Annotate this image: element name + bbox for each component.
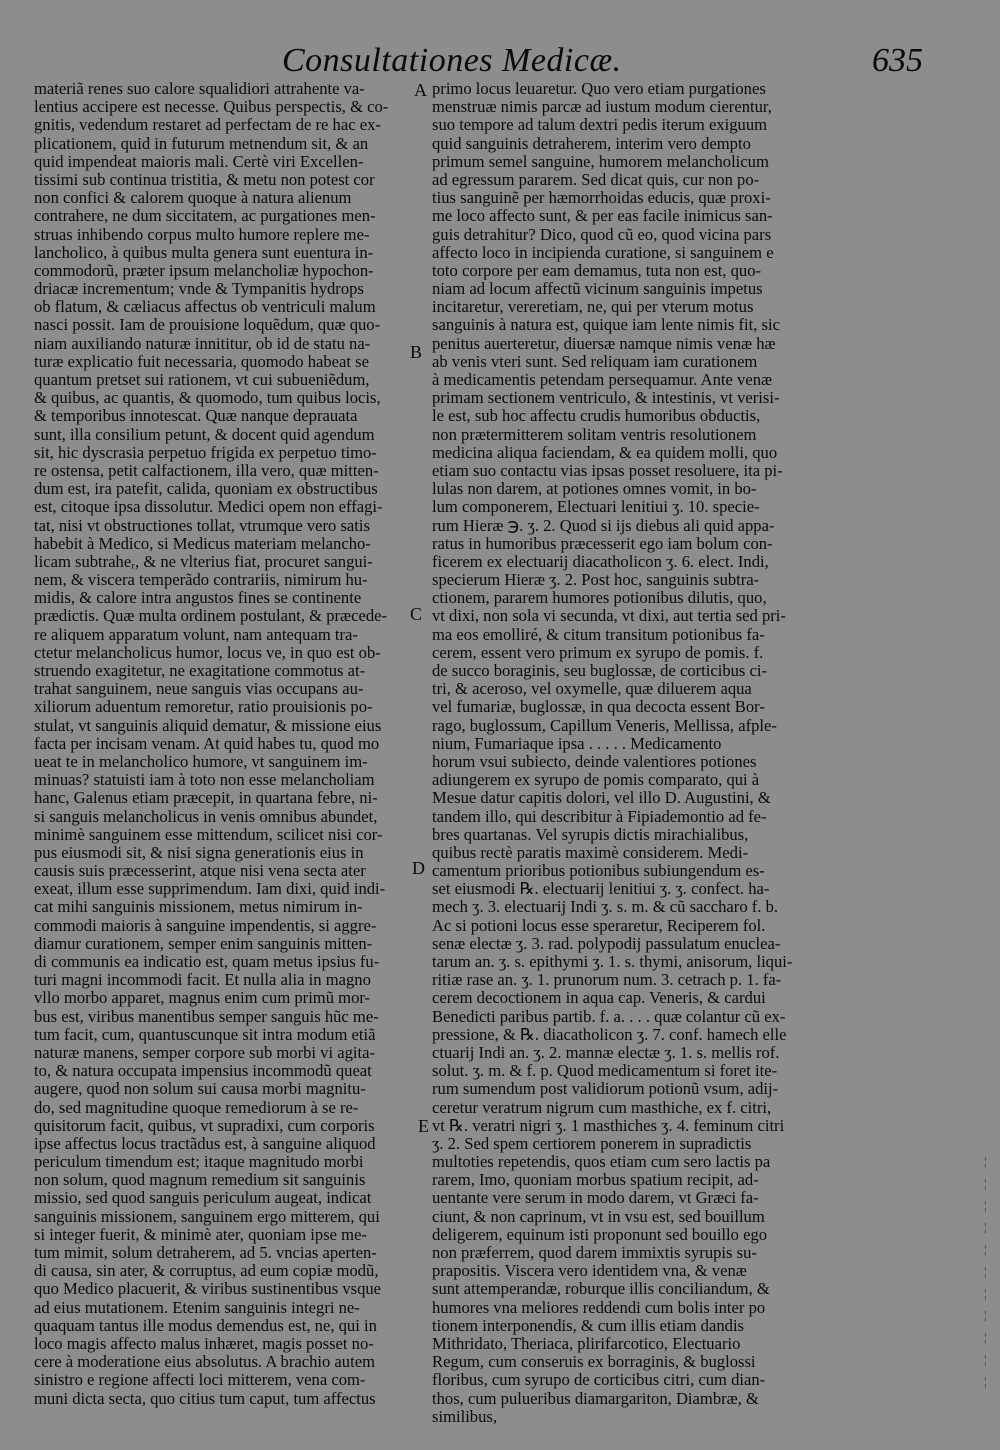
- text-line: pressione, & ℞. diacatholicon ʒ. 7. conf. hamech elle: [432, 1025, 787, 1044]
- text-line: cerem decoctionem in aqua cap. Veneris, & cardui: [432, 989, 766, 1008]
- text-line: ad eius mutationem. Etenim sanguinis integri ne-: [34, 1298, 360, 1317]
- text-line: quaquam tantus ille modus demendus est, ne, qui in: [34, 1316, 377, 1335]
- text-line: sit, hic dyscrasia perpetuo frigida ex perpetuo timo-: [34, 443, 377, 462]
- text-line: re aliquem apparatum volunt, nam antequam tra-: [34, 625, 358, 644]
- text-line: me loco affecto sunt, & per eas facile inimicus san-: [432, 207, 773, 226]
- text-line: midis, & calore intra angustos fines se continente: [34, 589, 362, 608]
- text-line: cere à moderatione eius absolutus. A brachio autem: [34, 1353, 375, 1372]
- text-line: uentante vere serum in modo darem, vt Græci fa-: [432, 1189, 759, 1208]
- text-line: tarum an. ʒ. s. epithymi ʒ. 1. s. thymi, anisorum, liqui-: [432, 953, 793, 971]
- text-line: adiungerem ex syrupo de pomis comparato, qui à: [432, 771, 760, 790]
- text-line: diamur curationem, semper enim sanguinis mitten-: [34, 934, 373, 953]
- text-line: do, sed magnitudine quoque remediorum à se re-: [34, 1098, 359, 1117]
- text-line: senæ electæ ʒ. 3. rad. polypodij passulatum enuclea-: [432, 934, 781, 953]
- text-line: contrahere, ne dum siccitatem, ac purgationes men-: [34, 207, 376, 226]
- text-line: rago, buglossum, Capillum Veneris, Mellissa, afple-: [432, 716, 777, 735]
- text-line: prædictis. Quæ multa ordinem postulant, & præcede-: [34, 607, 388, 626]
- text-line: incitaretur, vereretiam, ne, qui per vterum motus: [432, 298, 754, 317]
- text-line: nium, Fumariaque ipsa . . . . . Medicamento: [432, 734, 722, 753]
- text-line: rarem, Imo, quoniam morbus spatium recipit, ad-: [432, 1171, 759, 1190]
- text-line: ma eos emolliré, & citum transitum potionibus fa-: [432, 625, 765, 644]
- text-line: struendo exagitetur, ne exagitatione commotus at-: [34, 662, 366, 680]
- text-line: sunt, illa consilium petunt, & docent quid agendum: [34, 425, 375, 444]
- text-line: ueat te in melancholico humore, vt sanguinem im-: [34, 752, 368, 771]
- text-line: non confici & calorem quoque à natura alienum: [34, 189, 352, 208]
- margin-letter-c: C: [410, 604, 423, 624]
- text-line: penitus auerteretur, diuersæ namque nimis venæ hæ: [432, 334, 776, 353]
- text-line: turi magni incommodi facit. Et nulla alia in magno: [34, 971, 371, 990]
- text-line: set eiusmodi ℞. electuarij lenitiui ʒ. ʒ. confect. ha-: [432, 880, 770, 899]
- text-line: quo Medico placuerit, & viribus sustinentibus vsque: [34, 1280, 382, 1299]
- text-line: Ac si potioni locus esse speraretur, Reciperem fol.: [432, 916, 766, 935]
- text-line: specierum Hieræ ʒ. 2. Post hoc, sanguinis subtra-: [432, 571, 760, 590]
- text-line: materiã renes suo calore squalidiori attrahente va-: [34, 80, 365, 98]
- text-line: to, & natura occupata impensius incommodũ queat: [34, 1062, 372, 1081]
- text-line: lum componerem, Electuari lenitiui ʒ. 10. specie-: [432, 498, 760, 517]
- text-line: nem, & viscera temperãdo contrariis, nimirum hu-: [34, 571, 368, 590]
- text-line: etiam suo contactu vias ipsas posset resoluere, ita pi-: [432, 461, 783, 480]
- text-line: driacæ incrementum; vnde & Tympanitis hydrops: [34, 280, 364, 299]
- text-line: licam subtraheᵣ, & ne vlterius fiat, procuret sangui-: [34, 552, 373, 571]
- text-line: gnitis, vedendum restaret ad perfectam de re hac ex-: [34, 116, 381, 135]
- text-line: di causa, sin ater, & corruptus, ad eum copiæ modũ,: [34, 1262, 379, 1281]
- text-line: xiliorum aduentum remoretur, ratio prouisionis po-: [34, 698, 373, 717]
- text-line: tandem illo, qui describitur à Fipiademontio ad fe-: [432, 807, 767, 826]
- text-line: hanc, Galenus etiam præcepit, in quartana febre, ni-: [34, 789, 378, 808]
- text-line: tum facit, cum, quantuscunque sit intra modum etiã: [34, 1025, 376, 1044]
- text-line: pus eiusmodi sit, & nisi signa generationis eius in: [34, 843, 364, 862]
- text-line: non præferrem, quod darem immixtis syrupis su-: [432, 1244, 757, 1262]
- text-line: ab venis vteri sunt. Sed reliquam iam curationem: [432, 352, 758, 371]
- text-line: naturæ manens, semper corpore sub morbi vi agita-: [34, 1043, 375, 1062]
- text-line: periculum timendum est; itaque magnitudo morbi: [34, 1153, 364, 1172]
- text-line: primo locus leuaretur. Quo vero etiam purgationes: [432, 80, 766, 98]
- text-line: solut. ʒ. m. & f. p. Quod medicamentum si foret ite-: [432, 1062, 778, 1081]
- text-line: struas inhibendo corpus multo humore replere me-: [34, 225, 370, 244]
- margin-letter-b: B: [410, 342, 423, 362]
- text-line: lentius accipere est necesse. Quibus perspectis, & co-: [34, 98, 389, 117]
- text-line: ciunt, & non caprinum, vt in vsu est, sed bouillum: [432, 1207, 765, 1226]
- text-line: cat mihi sanguinis missionem, metus nimirum in-: [34, 898, 363, 917]
- text-line: Mithridato, Theriaca, plirifarcotico, Electuario: [432, 1334, 741, 1353]
- text-line: deligerem, equinum isti proponunt sed bouillo ego: [432, 1225, 768, 1244]
- text-line: tat, nisi vt obstructiones tollat, vtrumque vero satis: [34, 516, 370, 535]
- text-line: tissimi sub continua tristitia, & metu non potest cor: [34, 170, 375, 189]
- text-line: vt ℞. veratri nigri ʒ. 1 masthiches ʒ. 4. feminum citri: [432, 1116, 785, 1135]
- text-line: bres quartanas. Vel syrupis dictis mirachialibus,: [432, 825, 749, 844]
- text-line: & temporibus innotescat. Quæ nanque deprauata: [34, 407, 358, 426]
- text-line: Regum, cum conseruis ex borraginis, & buglossi: [432, 1353, 756, 1372]
- text-line: si integer fuerit, & minimè ater, quoniam ipse me-: [34, 1225, 367, 1244]
- scan-edge-marks: ¦ ¦ ¦ ¦ ¦ ¦ ¦ ¦ ¦ ¦ ¦: [984, 1154, 987, 1388]
- text-line: similibus,: [432, 1407, 498, 1426]
- text-line: muni dicta secta, quo citius tum caput, tum affectus: [34, 1389, 376, 1408]
- text-line: ctetur melancholicus humor, locus ve, in quo est ob-: [34, 643, 381, 662]
- text-line: & quibus, ac quantis, & quomodo, tum quibus locis,: [34, 389, 381, 408]
- text-line: prapositis. Viscera vero identidem vna, & venæ: [432, 1262, 747, 1281]
- text-line: suo tempore ad talum dextri pedis iterum exiguum: [432, 116, 768, 135]
- text-line: sanguinis à natura est, quique iam lente nimis fit, sic: [432, 316, 780, 335]
- text-line: nasci possit. Iam de prouisione loquẽdum, quæ quo-: [34, 316, 381, 335]
- text-line: multoties repetendis, quos etiam cum sero lactis pa: [432, 1153, 771, 1172]
- text-line: rum sumendum post validiorum potionũ vsum, adij-: [432, 1080, 779, 1099]
- text-line: cerem, essent vero primum ex syrupo de pomis. f.: [432, 643, 764, 662]
- text-line: facta per incisam venam. At quid habes tu, quod mo: [34, 734, 380, 753]
- text-line: non prætermitterem solitam ventris resolutionem: [432, 425, 757, 444]
- text-line: affecto loco in incipienda curatione, si sanguinem e: [432, 243, 774, 262]
- text-line: primum semel sanguine, humorem melancholicum: [432, 152, 769, 171]
- text-line: missio, sed quod sanguis periculum augeat, indicat: [34, 1189, 372, 1208]
- text-line: ctionem, pararem humores potionibus dilutis, quo,: [432, 589, 767, 608]
- text-line: le est, sub hoc affectu crudis humoribus obductis,: [432, 407, 761, 426]
- text-line: causis suis præcesserint, atque nisi vena secta ater: [34, 862, 366, 881]
- text-line: de succo boraginis, seu buglossæ, de corticibus ci-: [432, 662, 768, 680]
- text-line: lancholico, à quibus multa genera sunt euentura in-: [34, 243, 374, 262]
- text-line: ob flatum, & cæliacus affectus ob ventriculi malum: [34, 298, 376, 317]
- text-line: loco magis affecto malus inhæret, magis posset no-: [34, 1334, 374, 1353]
- text-line: commodi maioris à sanguine impendentis, si aggre-: [34, 916, 377, 935]
- text-line: Mesue datur capitis dolori, vel illo D. Augustini, &: [432, 789, 771, 808]
- text-line: floribus, cum syrupo de corticibus citri, cum dian-: [432, 1371, 766, 1390]
- text-line: niam auxiliando naturæ innititur, ob id de statu na-: [34, 334, 371, 353]
- text-line: quid sanguinis detraherem, interim vero dempto: [432, 134, 751, 153]
- text-line: vllo morbo apparet, magnus enim cum primũ mor-: [34, 989, 371, 1008]
- text-line: si sanguis melancholicus in venis omnibus abundet,: [34, 807, 378, 826]
- text-line: sanguinis missionem, sanguinem ergo mitterem, qui: [34, 1207, 380, 1226]
- text-line: non solum, quod magnum remedium sit sanguinis: [34, 1171, 366, 1190]
- text-line: niam ad locum affectũ vicinum sanguinis impetus: [432, 280, 763, 299]
- left-text-column: [34, 80, 416, 1408]
- text-line: ad egressum pararem. Sed dicat quis, cur non po-: [432, 170, 760, 189]
- margin-letter-e: E: [418, 1116, 429, 1136]
- text-line: à medicamentis petendam persequamur. Ante venæ: [432, 371, 773, 389]
- text-line: quantum pretset sui rationem, vt cui subueniẽdum,: [34, 371, 370, 389]
- text-line: minimè sanguinem esse mittendum, scilicet nisi cor-: [34, 825, 383, 844]
- right-text-column: [432, 80, 810, 1426]
- text-line: exeat, illum esse supprimendum. Iam dixi, quid indi-: [34, 880, 386, 899]
- text-line: habebit à Medico, si Medicus materiam melancho-: [34, 534, 371, 553]
- text-line: ceretur veratrum nigrum cum masthiche, ex f. citri,: [432, 1098, 772, 1117]
- page-number: 635: [872, 42, 923, 79]
- text-line: sinistro e regione affecti loci mitterem, vena com-: [34, 1371, 366, 1390]
- text-line: ficerem ex electuarij diacatholicon ʒ. 6. elect. Indi,: [432, 552, 769, 571]
- text-line: ctuarij Indi an. ʒ. 2. mannæ electæ ʒ. 1. s. mellis rof.: [432, 1043, 780, 1062]
- text-line: minuas? statuisti iam à toto non esse melancholiam: [34, 771, 375, 790]
- text-line: bus est, viribus manentibus semper sanguis hũc me-: [34, 1007, 379, 1026]
- text-line: ritiæ rase an. ʒ. 1. prunorum num. 3. cetrach p. 1. fa-: [432, 971, 782, 990]
- text-line: commodorũ, prᴂter ipsum melancholiæ hypochon-: [34, 261, 374, 280]
- text-line: camentum prioribus potionibus subiungendum es-: [432, 862, 765, 881]
- text-line: stulat, vt sanguinis aliquid dematur, & missione eius: [34, 716, 382, 735]
- text-line: sunt attemperandæ, roburque illis conciliandum, &: [432, 1280, 770, 1299]
- text-line: vt dixi, non sola vi secunda, vt dixi, aut tertia sed pri-: [432, 607, 786, 626]
- text-line: quisitorum facit, quibus, vt supradixi, cum corporis: [34, 1116, 375, 1135]
- text-line: vel fumariæ, buglossæ, in qua decocta essent Bor-: [432, 698, 765, 717]
- text-line: menstruæ nimis parcæ ad iustum modum cierentur,: [432, 98, 772, 117]
- margin-letter-d: D: [412, 858, 425, 878]
- text-line: humores vna meliores reddendi cum bolis inter po: [432, 1298, 766, 1317]
- text-line: toto corpore per eam demamus, tuta non est, quo-: [432, 261, 762, 280]
- text-line: ratus in humoribus præcesserit ego iam bolum con-: [432, 534, 773, 553]
- text-line: tius sanguinẽ per hæmorrhoidas educis, quæ proxi-: [432, 189, 771, 208]
- running-title: Consultationes Medicæ.: [282, 42, 622, 79]
- text-line: re ostensa, petit calfactionem, illa vero, quæ mitten-: [34, 461, 379, 480]
- text-line: guis detrahitur? Dico, quod cũ eo, quod vicina pars: [432, 225, 772, 244]
- text-line: dum est, ira patefit, calida, quoniam ex obstructibus: [34, 480, 378, 499]
- text-line: lulas non darem, at potiones omnes vomit, in bo-: [432, 480, 757, 499]
- text-line: ipse affectus locus tractãdus est, à sanguine aliquod: [34, 1134, 376, 1153]
- text-line: tri, & aceroso, vel oxymelle, quæ diluerem aqua: [432, 680, 752, 699]
- text-line: augere, quod non solum sui causa morbi magnitu-: [34, 1080, 366, 1099]
- text-line: primam sectionem ventriculo, & intestinis, vt verisi-: [432, 389, 780, 408]
- text-line: rum Hieræ ℈. ʒ. 2. Quod si ijs diebus ali quid appa-: [432, 516, 775, 535]
- text-line: Benedicti paribus partib. f. a. . . . quæ colantur cũ ex-: [432, 1007, 786, 1026]
- text-line: trahat sanguinem, neue sanguis vias occupans au-: [34, 680, 364, 699]
- text-line: di communis ea indicatio est, quam metus ipsius fu-: [34, 953, 380, 971]
- text-line: est, citoque ipsa dissolutur. Medici opem non effagi-: [34, 498, 383, 517]
- text-line: medicina aliqua faciendam, & ea quidem molli, quo: [432, 443, 778, 462]
- margin-letter-a: A: [414, 80, 427, 100]
- text-line: mech ʒ. 3. electuarij Indi ʒ. s. m. & cũ saccharo f. b.: [432, 898, 779, 917]
- text-line: tionem interponendis, & cum illis etiam dandis: [432, 1316, 745, 1335]
- text-line: ʒ. 2. Sed spem certiorem ponerem in supradictis: [432, 1134, 752, 1153]
- text-line: tum mimit, solum detraherem, ad 5. vncias aperten-: [34, 1244, 377, 1262]
- text-line: plicationem, quid in futurum metnendum sit, & an: [34, 134, 369, 153]
- text-line: thos, cum pulueribus diamargariton, Diambræ, &: [432, 1389, 759, 1408]
- text-line: quid impendeat maioris mali. Certè viri Excellen-: [34, 152, 364, 171]
- text-line: turæ explicatio fuit necessaria, quomodo habeat se: [34, 352, 369, 371]
- text-line: quibus rectè paratis maximè considerem. Medi-: [432, 843, 749, 862]
- text-line: horum vsui subiecto, deinde valentiores potiones: [432, 752, 757, 771]
